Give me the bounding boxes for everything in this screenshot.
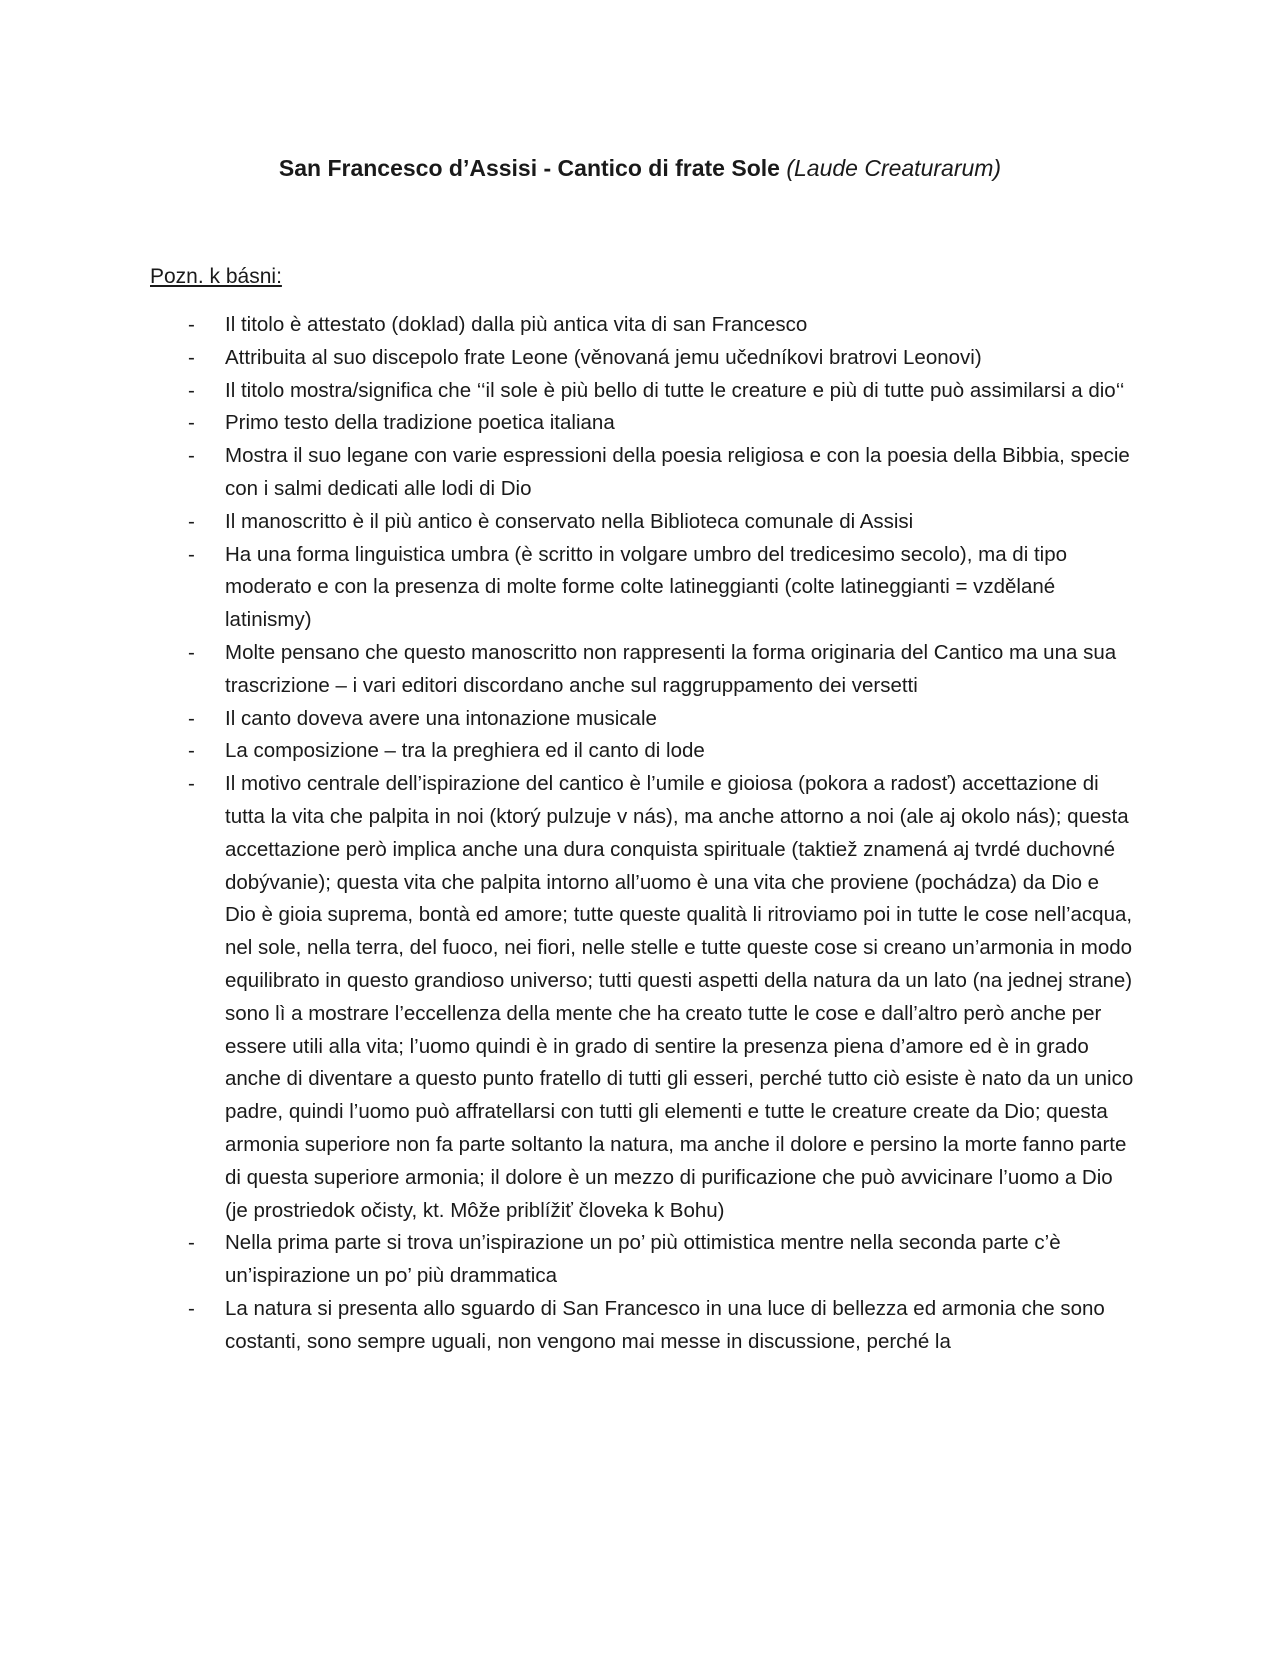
bullet-dash: - — [188, 739, 195, 763]
list-item — [150, 440, 1135, 506]
bullet-dash: - — [188, 706, 195, 730]
bullet-dash: - — [188, 509, 195, 533]
bullet-dash: - — [188, 542, 195, 566]
list-item — [150, 309, 1135, 342]
list-item-text: La composizione – tra la preghiera ed il canto di lode — [225, 739, 705, 763]
list-item-text: Molte pensano che questo manoscritto non rappresenti la forma originaria del Cantico ma una sua trascrizione – i vari editori discordano anche sul raggruppamento dei versetti — [225, 640, 1117, 697]
list-item — [150, 1227, 1135, 1293]
list-item — [150, 407, 1135, 440]
bullet-dash: - — [188, 313, 195, 336]
bullet-dash: - — [188, 1231, 195, 1255]
list-item — [150, 735, 1135, 768]
bullet-dash: - — [188, 411, 195, 435]
bullet-dash: - — [188, 772, 195, 796]
list-item — [150, 637, 1135, 703]
section-heading: Pozn. k básni: — [150, 265, 282, 288]
list-item-text: Il manoscritto è il più antico è conservato nella Biblioteca comunale di Assisi — [225, 509, 914, 533]
bullet-list — [150, 309, 1135, 1359]
list-item-text: Nella prima parte si trova un’ispirazione un po’ più ottimistica mentre nella seconda parte c’è un’ispirazione un po’ più drammatica — [225, 1231, 1061, 1288]
list-item-text: Mostra il suo legane con varie espressioni della poesia religiosa e con la poesia della Bibbia, specie con i salmi dedicati alle lodi di Dio — [225, 444, 1130, 500]
list-item-text: Il motivo centrale dell’ispirazione del cantico è l’umile e gioiosa (pokora a radosť) accettazione di tutta la vita che palpita in noi (ktorý pulzuje v nás), ma anche attorno a noi (ale aj okolo nás); questa accettazione però implica anche una dura conquista spirituale (taktiež znamená aj tvrdé duchovné dobývanie); questa vita che palpita intorno all’uomo è una vita che proviene (pochádza) da Dio e Dio è gioia suprema, bontà ed amore; tutte queste qualità li ritroviamo poi in tutte le cose nell’acqua, nel sole, nella terra, del fuoco, nei fiori, nelle stelle e tutte queste cose si creano un’armonia in modo equilibrato in questo grandioso universo; tutti questi aspetti della natura da un lato (na jednej strane) sono lì a mostrare l’eccellenza della mente che ha creato tutte le cose e dall’altro però anche per essere utili alla vita; l’uomo quindi è in grado di sentire la presenza piena d’amore ed è in grado anche di diventare a questo punto fratello di tutti gli esseri, perché tutto ciò esiste è nato da un unico padre, quindi l’uomo può affratellarsi con tutti gli elementi e tutte le creature create da Dio; questa armonia superiore non fa parte soltanto la natura, ma anche il dolore e persino la morte fanno parte di questa superiore armonia; il dolore è un mezzo di purificazione che può avvicinare l’uomo a Dio (je prostriedok očisty, kt. Môže priblížiť človeka k Bohu) — [225, 772, 1134, 1222]
list-item-text: Primo testo della tradizione poetica italiana — [225, 411, 615, 435]
list-item — [150, 539, 1135, 637]
bullet-dash: - — [188, 640, 195, 664]
title-subtitle: (Laude Creaturarum) — [786, 155, 1002, 181]
list-item — [150, 768, 1135, 1227]
list-item — [150, 342, 1135, 375]
title-main: San Francesco d’Assisi - Cantico di frate Sole — [278, 155, 780, 181]
list-item — [150, 506, 1135, 539]
list-item — [150, 703, 1135, 736]
list-item-text: Il titolo mostra/significa che ‘‘il sole è più bello di tutte le creature e più di tutte può assimilarsi a dio‘‘ — [225, 378, 1125, 402]
list-item — [150, 375, 1135, 408]
list-item-text: La natura si presenta allo sguardo di San Francesco in una luce di bellezza ed armonia che sono costanti, sono sempre uguali, non vengono mai messe in discussione, perché la — [225, 1296, 1105, 1353]
list-item — [150, 1293, 1135, 1359]
list-item-text: Ha una forma linguistica umbra (è scritto in volgare umbro del tredicesimo secolo), ma di tipo moderato e con la presenza di molte forme colte latineggianti (colte latineggianti = vzdělané latinismy) — [225, 542, 1068, 632]
document-title — [0, 150, 1280, 186]
bullet-dash: - — [188, 345, 195, 369]
bullet-dash: - — [188, 444, 195, 468]
list-item-text: Il titolo è attestato (doklad) dalla più antica vita di san Francesco — [225, 313, 808, 336]
bullet-dash: - — [188, 378, 195, 402]
list-item-text: Il canto doveva avere una intonazione musicale — [225, 706, 657, 730]
list-item-text: Attribuita al suo discepolo frate Leone (věnovaná jemu učedníkovi bratrovi Leonovi) — [225, 345, 982, 369]
bullet-dash: - — [188, 1296, 195, 1320]
